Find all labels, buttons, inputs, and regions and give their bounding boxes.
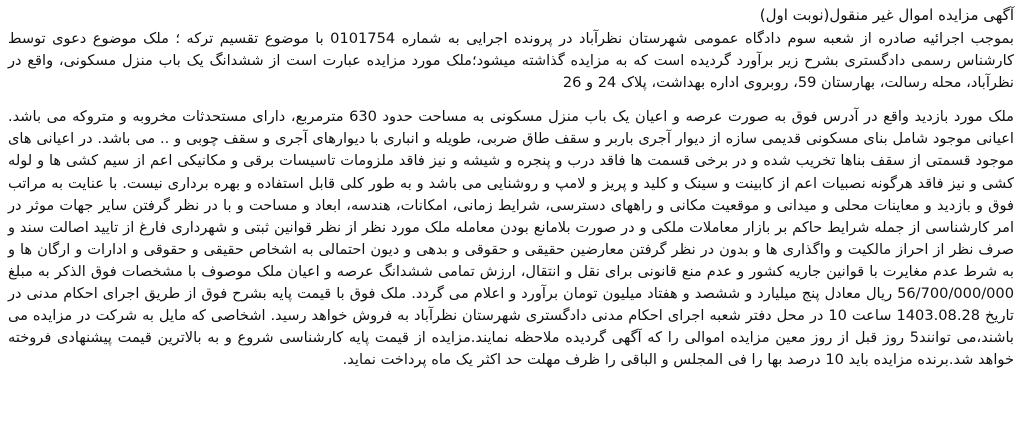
notice-title: آگهی مزایده اموال غیر منقول(نوبت اول) (759, 6, 1014, 24)
notice-paragraph-intro: بموجب اجرائیه صادره از شعبه سوم دادگاه عمومی شهرستان نظرآباد در پرونده اجرایی به شماره 0101754 با موضوع تقسیم ترکه ؛ ملک موضوع دعوی توسط کارشناس رسمی دادگستری بشرح زیر برآورد گردیده است که به مزایده گذاشته میشود؛ملک مورد مزایده عبارت است از ششدانگ یک باب منزل مسکونی، واقع در نظرآباد، محله رسالت، بهارستان 59، روبروی اداره بهداشت، پلاک 24 و 26 (8, 30, 1014, 92)
notice-paragraph-details: ملک مورد بازدید واقع در آدرس فوق به صورت عرصه و اعیان یک باب منزل مسکونی به مساحت حدود 630 مترمربع، دارای مستحدثات مخروبه و متروکه می باشد. اعیانی موجود شامل بنای مسکونی قدیمی سازه از دیوار آجری باربر و سقف طاق ضربی، طویله و انباری با دیوارهای آجری و سقف چوبی و .. می باشد. در اعیانی های موجود قسمتی از سقف بناها تخریب شده و در برخی قسمت ها فاقد درب و پنجره و شیشه و نیز فاقد ملزومات تاسیسات برقی و مکانیکی اعم از سیم کشی ها و لوله کشی و نیز فاقد هرگونه نصبیات اعم از کابینت و سینک و کلید و پریز و لامپ و روشنایی می باشد و به طور کلی قابل استفاده و بهره برداری نیست. با عنایت به مراتب فوق و بازدید و معاینات محلی و میدانی و موقعیت مکانی و راههای دسترسی، شرایط زمانی، امکانات، هندسه، ابعاد و مساحت و با در نظر گرفتن سایر جهات موثر در امر کارشناسی از جمله شرایط حاکم بر بازار معاملات ملکی و در صورت بلامانع بودن معامله ملک مورد نظر از نظر قوانین ثبتی و شهرداری فارغ از تایید اصالت سند و صرف نظر از احراز مالکیت و واگذاری ها و بدون در نظر گرفتن معارضین حقیقی و حقوقی و بدهی و دیون احتمالی به اشخاص حقیقی و حقوقی و ادارات و ارگان ها و به شرط عدم مغایرت با قوانین جاریه کشور و عدم منع قانونی برای نقل و انتقال، ارزش تمامی ششدانگ عرصه و اعیان ملک موصوف با مشخصات فوق الذکر به مبلغ 56/700/000/000 ریال معادل پنج میلیارد و ششصد و هفتاد میلیون تومان برآورد و اعلام می گردد. ملک فوق با قیمت پایه بشرح فوق از طریق اجرای احکام مدنی در تاریخ 1403.08.28 ساعت 10 در محل دفتر شعبه اجرای احکام مدنی دادگستری شهرستان نظرآباد به فروش خواهد رسید. اشخاصی که مایل به شرکت در مزایده می باشند،می توانند5 روز قبل از روز معین مزایده اموالی را که آگهی گردیده ملاحظه نمایند.مزایده از قیمت پایه کارشناسی شروع و به بالاترین قیمت پیشنهادی فروخته خواهد شد.برنده مزایده باید 10 درصد بها را فی المجلس و الباقی را ظرف مهلت حد اکثر یک ماه پرداخت نماید. (8, 108, 1014, 369)
